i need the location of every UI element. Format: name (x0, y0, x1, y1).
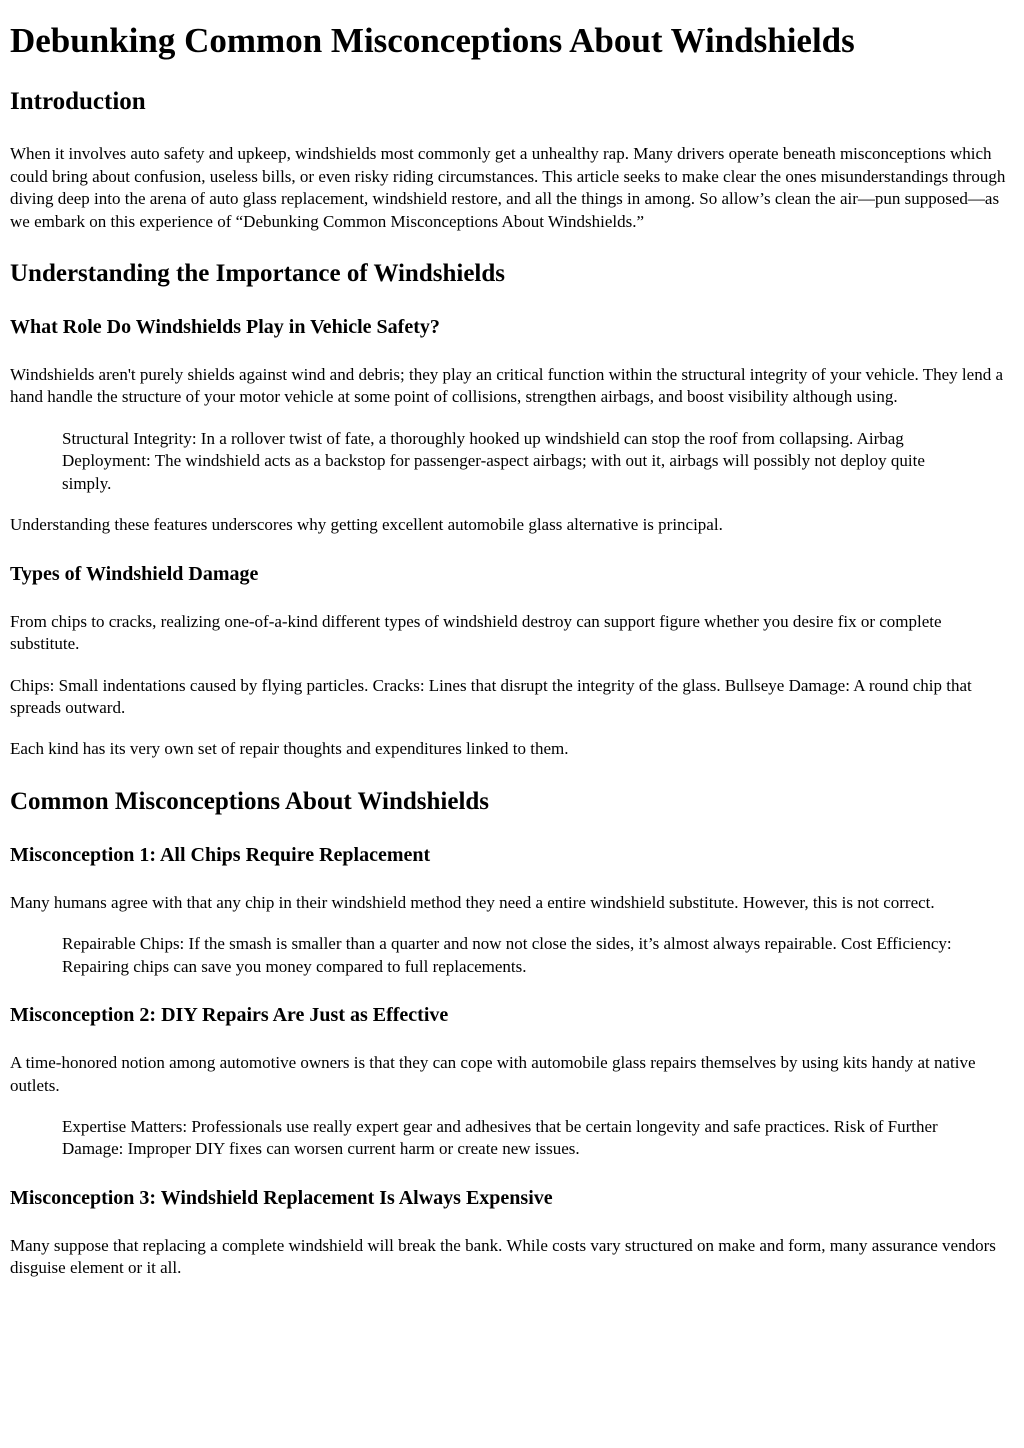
paragraph-damage-costs: Each kind has its very own set of repair thoughts and expenditures linked to them. (10, 739, 569, 759)
paragraph-role-note: Understanding these features underscores why getting excellent automobile glass alternative is principal. (10, 515, 723, 535)
paragraph-role-vehicle-safety: Windshields aren't purely shields against wind and debris; they play an critical function within the structural integrity of your vehicle. They lend a hand handle the structure of your motor vehicle at some point of collisions, strengthen airbags, and boost visibility although using. (10, 365, 1003, 407)
blockquote-expertise-risk: Expertise Matters: Professionals use really expert gear and adhesives that be certain longevity and safe practices. Risk of Further Damage: Improper DIY fixes can worsen current harm or create new issues. (62, 1117, 938, 1159)
heading-role-vehicle-safety: What Role Do Windshields Play in Vehicle Safety? (10, 316, 440, 338)
heading-types-of-damage: Types of Windshield Damage (10, 562, 259, 585)
article-title: Debunking Common Misconceptions About Windshields (10, 21, 855, 60)
blockquote-structural-integrity-airbag: Structural Integrity: In a rollover twist of fate, a thoroughly hooked up windshield can stop the roof from collapsing. Airbag Deployment: The windshield acts as a backstop for passenger-aspect airbags; with out it, airbags will possibly not deploy quite simply. (62, 428, 925, 493)
heading-common-misconceptions: Common Misconceptions About Windshields (10, 787, 490, 815)
paragraph-misconception-2: A time-honored notion among automotive owners is that they can cope with automobile glass repairs themselves by using kits handy at native outlets. (10, 1053, 976, 1095)
heading-misconception-1: Misconception 1: All Chips Require Replacement (10, 843, 431, 866)
paragraph-misconception-1: Many humans agree with that any chip in their windshield method they need a entire windshield substitute. However, this is not correct. (10, 892, 935, 912)
blockquote-repairable-chips-cost: Repairable Chips: If the smash is smaller than a quarter and now not close the sides, it’s almost always repairable. Cost Efficiency: Repairing chips can save you money compared to full replacements. (62, 934, 952, 976)
heading-misconception-3: Misconception 3: Windshield Replacement Is Always Expensive (10, 1186, 553, 1209)
heading-introduction: Introduction (10, 88, 146, 116)
heading-importance: Understanding the Importance of Windshields (10, 260, 505, 287)
paragraph-misconception-3: Many suppose that replacing a complete windshield will break the bank. While costs vary structured on make and form, many assurance vendors disguise element or it all. (10, 1235, 996, 1278)
paragraph-damage-overview: From chips to cracks, realizing one-of-a-kind different types of windshield destroy can support figure whether you desire fix or complete substitute. (10, 611, 942, 654)
paragraph-damage-kinds: Chips: Small indentations caused by flying particles. Cracks: Lines that disrupt the integrity of the glass. Bullseye Damage: A round chip that spreads outward. (10, 675, 972, 717)
document-page (10, 21, 1014, 1280)
paragraph-introduction: When it involves auto safety and upkeep, windshields most commonly get a unhealthy rap. Many drivers operate beneath misconceptions which could bring about confusion, useless bills, or even risky riding circumstances. This article seeks to make clear the ones misunderstandings through diving deep into the arena of auto glass replacement, windshield restore, and all the things in among. So allow’s clean the air—pun supposed—as we embark on this experience of “Debunking Common Misconceptions About Windshields.” (10, 144, 1006, 231)
heading-misconception-2: Misconception 2: DIY Repairs Are Just as Effective (10, 1004, 449, 1027)
